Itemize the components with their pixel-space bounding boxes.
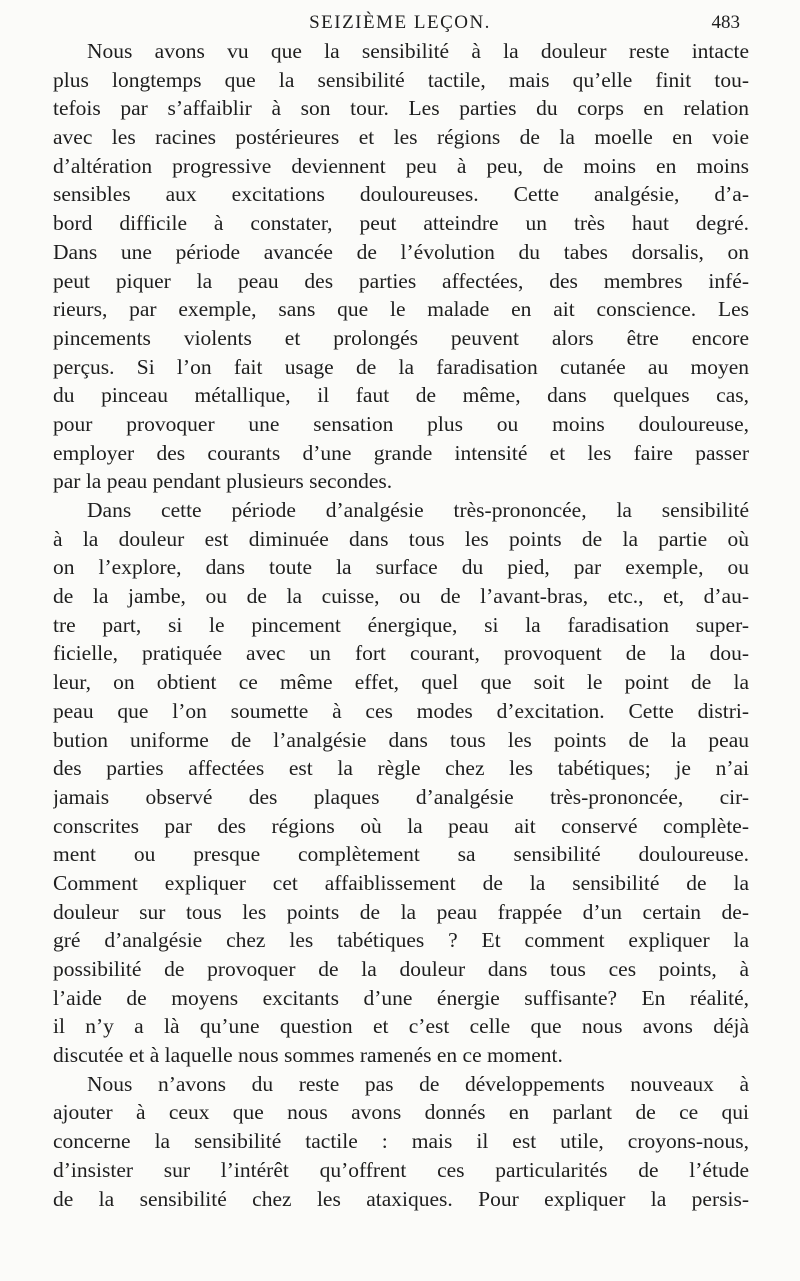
text-line: pincements violents et prolongés peuvent alors être encore	[53, 325, 749, 350]
text-line: l’aide de moyens excitants d’une énergie suffisante? En réalité,	[53, 985, 749, 1010]
text-line: concerne la sensibilité tactile : mais il est utile, croyons-nous,	[53, 1129, 749, 1154]
text-line: ajouter à ceux que nous avons donnés en parlant de ce qui	[53, 1100, 749, 1125]
body-text	[53, 37, 749, 1213]
page-number: 483	[711, 12, 740, 33]
text-line: des parties affectées est la règle chez les tabétiques; je n’ai	[53, 756, 749, 781]
text-line: Comment expliquer cet affaiblissement de la sensibilité de la	[53, 870, 749, 895]
text-line: douleur sur tous les points de la peau frappée d’un certain de-	[53, 899, 749, 924]
text-line: possibilité de provoquer de la douleur dans tous ces points, à	[53, 957, 749, 981]
text-line: rieurs, par exemple, sans que le malade en ait conscience. Les	[53, 297, 749, 322]
text-line: peut piquer la peau des parties affectées, des membres infé-	[53, 268, 749, 293]
text-line: ment ou presque complètement sa sensibilité douloureuse.	[53, 842, 749, 867]
text-line: Nous n’avons du reste pas de développements nouveaux à	[87, 1071, 749, 1096]
text-line: employer des courants d’une grande intensité et les faire passer	[53, 440, 749, 465]
text-line: tre part, si le pincement énergique, si la faradisation super-	[53, 612, 749, 637]
text-line: il n’y a là qu’une question et c’est celle que nous avons déjà	[53, 1014, 749, 1039]
text-line: conscrites par des régions où la peau ait conservé complète-	[53, 813, 749, 838]
text-line: à la douleur est diminuée dans tous les points de la partie où	[53, 526, 749, 551]
text-line: peau que l’on soumette à ces modes d’excitation. Cette distri-	[53, 698, 749, 723]
running-title: SEIZIÈME LEÇON.	[309, 12, 491, 33]
text-line: on l’explore, dans toute la surface du pied, par exemple, ou	[53, 555, 749, 580]
text-line: avec les racines postérieures et les régions de la moelle en voie	[53, 125, 749, 150]
text-line: bord difficile à constater, peut atteindre un très haut degré.	[53, 211, 749, 236]
text-line: Dans cette période d’analgésie très-prononcée, la sensibilité	[87, 498, 749, 522]
text-line: du pinceau métallique, il faut de même, dans quelques cas,	[53, 383, 749, 408]
text-line: bution uniforme de l’analgésie dans tous les points de la peau	[53, 727, 749, 752]
text-line: discutée et à laquelle nous sommes ramenés en ce moment.	[53, 1043, 563, 1068]
text-line: par la peau pendant plusieurs secondes.	[53, 469, 393, 494]
text-line: tefois par s’affaiblir à son tour. Les parties du corps en relation	[53, 96, 749, 121]
text-line: plus longtemps que la sensibilité tactile, mais qu’elle finit tou-	[53, 67, 749, 92]
text-line: leur, on obtient ce même effet, quel que soit le point de la	[53, 670, 749, 695]
text-line: de la sensibilité chez les ataxiques. Pour expliquer la persis-	[53, 1186, 749, 1211]
text-line: sensibles aux excitations douloureuses. Cette analgésie, d’a-	[53, 182, 749, 207]
running-head	[60, 8, 740, 38]
text-line: Dans une période avancée de l’évolution du tabes dorsalis, on	[53, 239, 749, 264]
text-line: d’altération progressive deviennent peu à peu, de moins en moins	[53, 153, 749, 178]
text-line: Nous avons vu que la sensibilité à la douleur reste intacte	[87, 39, 749, 63]
text-line: de la jambe, ou de la cuisse, ou de l’avant-bras, etc., et, d’au-	[53, 584, 749, 609]
text-line: pour provoquer une sensation plus ou moins douloureuse,	[53, 411, 749, 436]
text-line: ficielle, pratiquée avec un fort courant, provoquent de la dou-	[53, 641, 749, 666]
text-line: perçus. Si l’on fait usage de la faradisation cutanée au moyen	[53, 354, 749, 379]
text-line: jamais observé des plaques d’analgésie très-prononcée, cir-	[53, 784, 749, 809]
text-line: gré d’analgésie chez les tabétiques ? Et comment expliquer la	[53, 928, 749, 953]
text-line: d’insister sur l’intérêt qu’offrent ces particularités de l’étude	[53, 1157, 749, 1182]
